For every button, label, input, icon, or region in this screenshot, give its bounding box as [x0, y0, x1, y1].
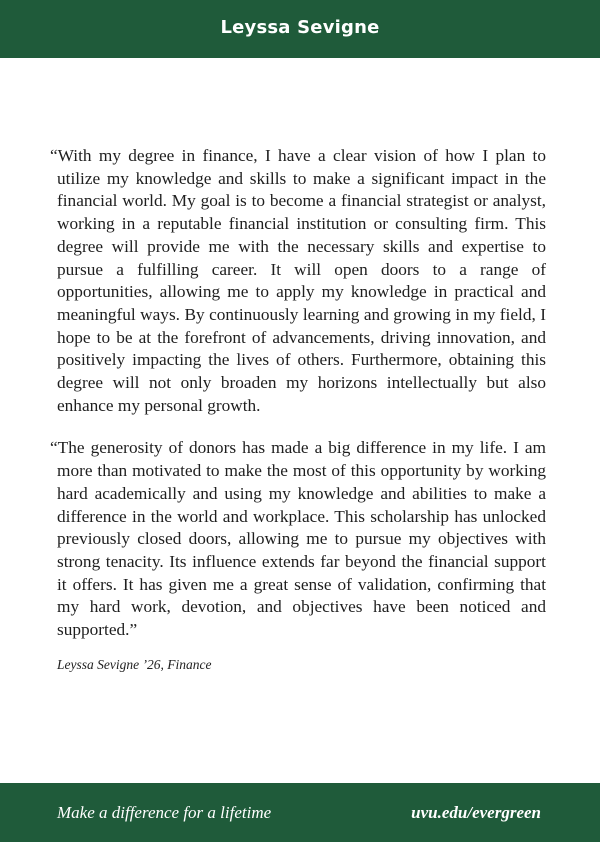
footer-bar	[0, 783, 600, 842]
footer-tagline: Make a difference for a lifetime	[57, 803, 272, 822]
page-title: Leyssa Sevigne	[220, 16, 380, 38]
quote-paragraph-2: “The generosity of donors has made a big difference in my life. I am more than motivated to make the most of this opportunity by working hard academically and using my knowledge and abilities to make a difference in the world and workplace. This scholarship has unlocked previously closed doors, allowing me to pursue my objectives with strong tenacity. Its influence extends far beyond the financial support it offers. It has given me a great sense of validation, confirming that my hard work, devotion, and objectives have been noticed and supported.”	[50, 438, 546, 640]
quote-paragraph-1: “With my degree in finance, I have a clear vision of how I plan to utilize my knowledge and skills to make a significant impact in the financial world. My goal is to become a financial strategist or analyst, working in a reputable financial institution or consulting firm. This degree will provide me with the necessary skills and expertise to pursue a fulfilling career. It will open doors to a range of opportunities, allowing me to apply my knowledge in practical and meaningful ways. By continuously learning and growing in my field, I hope to be at the forefront of advancements, driving innovation, and positively impacting the lives of others. Furthermore, obtaining this degree will not only broaden my horizons intellectually but also enhance my personal growth.	[50, 146, 546, 415]
attribution: Leyssa Sevigne ’26, Finance	[57, 656, 212, 672]
testimonial-content	[50, 145, 546, 674]
header-bar	[0, 0, 600, 58]
footer-url[interactable]: uvu.edu/evergreen	[411, 803, 541, 822]
